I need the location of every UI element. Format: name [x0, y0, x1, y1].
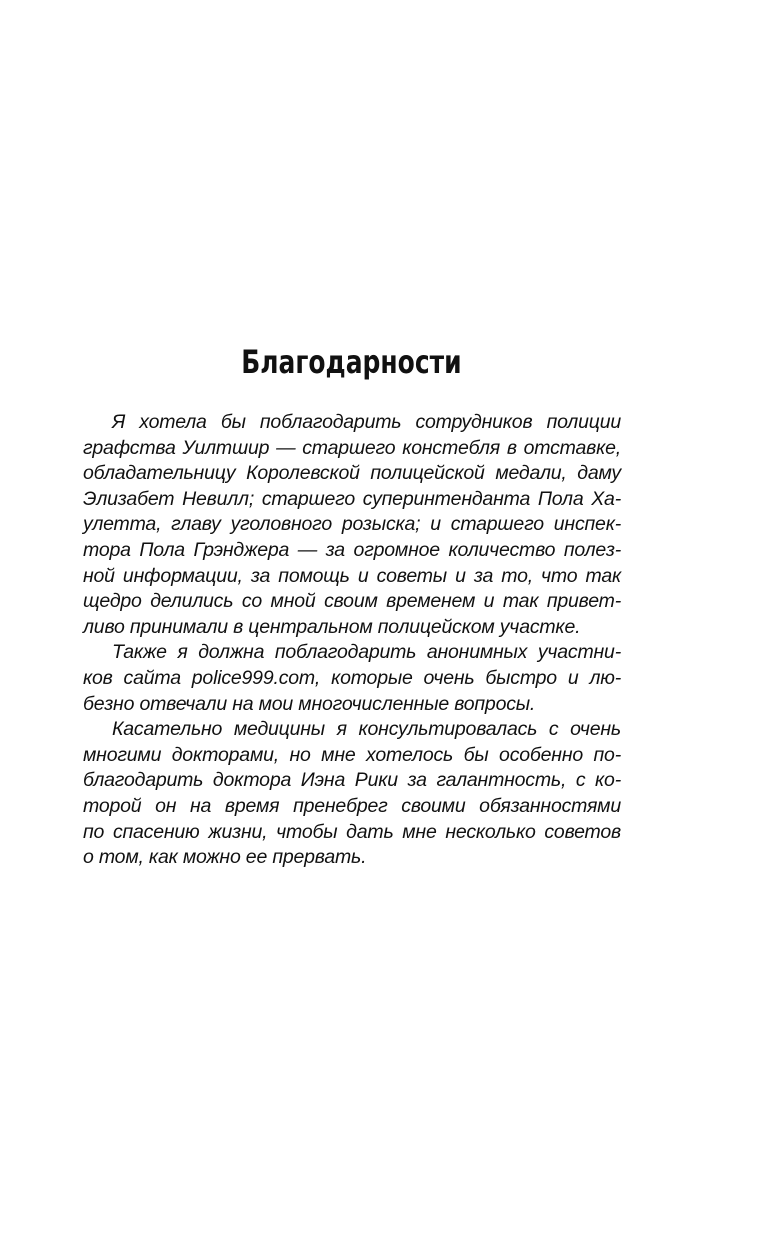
- acknowledgements-text: [83, 410, 621, 871]
- text-line: ков сайта police999.com, которые очень быстро и лю-: [83, 666, 621, 689]
- text-line: щедро делились со мной своим временем и так привет-: [83, 590, 621, 613]
- text-line: о том, как можно ее прервать.: [83, 846, 367, 869]
- text-line: Также я должна поблагодарить анонимных участни-: [112, 641, 621, 664]
- text-line: Элизабет Невилл; старшего суперинтенданта Пола Ха-: [83, 487, 621, 510]
- text-line: улетта, главу уголовного розыска; и старшего инспек-: [83, 513, 621, 536]
- text-line: по спасению жизни, чтобы дать мне несколько советов: [83, 820, 621, 843]
- text-line: графства Уилтшир — старшего констебля в отставке,: [83, 436, 621, 459]
- text-line: тора Пола Грэнджера — за огромное количество полез-: [83, 538, 621, 561]
- text-line: безно отвечали на мои многочисленные вопросы.: [83, 692, 536, 715]
- text-line: ной информации, за помощь и советы и за то, что так: [83, 564, 621, 587]
- text-line: Я хотела бы поблагодарить сотрудников полиции: [112, 411, 621, 433]
- text-line: благодарить доктора Иэна Рики за галантность, с ко-: [83, 769, 621, 792]
- page-title: Благодарности: [241, 343, 462, 381]
- text-line: многими докторами, но мне хотелось бы особенно по-: [83, 743, 621, 766]
- text-line: обладательницу Королевской полицейской медали, даму: [83, 462, 621, 485]
- text-line: торой он на время пренебрег своими обязанностями: [83, 794, 621, 817]
- text-line: ливо принимали в центральном полицейском участке.: [83, 615, 581, 638]
- text-line: Касательно медицины я консультировалась с очень: [112, 718, 621, 741]
